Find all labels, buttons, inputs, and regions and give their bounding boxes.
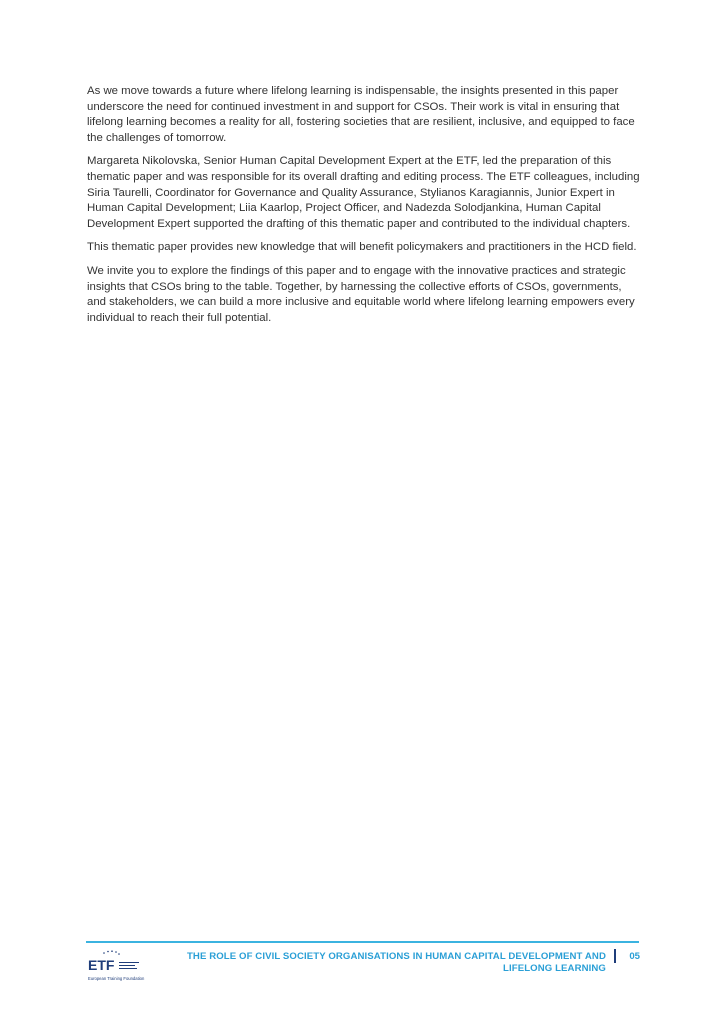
paragraph: We invite you to explore the findings of this paper and to engage with the innovative practices and strategic insights that CSOs bring to the table. Together, by harnessing the collective efforts of CSOs, governments, and stakeholders, we can build a more inclusive and equitable world where lifelong learning empowers every individual to reach their full potential. [87,264,635,324]
footer-rule [86,941,639,943]
logo-tagline: European Training Foundation [88,976,145,981]
paragraph: Margareta Nikolovska, Senior Human Capital Development Expert at the ETF, led the preparation of this thematic paper and was responsible for its overall drafting and editing process. The ETF colleagues, including Siria Taurelli, Coordinator for Governance and Quality Assurance, Stylianos Karagiannis, Junior Expert in Human Capital Development; Liia Kaarlop, Project Officer, and Nadezda Solodjankina, Human Capital Development Expert supported the drafting of this thematic paper and contributed to the individual chapters. [87,155,640,230]
page-number: 05 [629,951,640,962]
logo-wordmark: ETF [88,957,115,973]
paragraph: This thematic paper provides new knowledge that will benefit policymakers and practitioners in the HCD field. [87,241,637,254]
main-text [87,84,643,334]
footer-divider [614,949,616,963]
footer-document-title: THE ROLE OF CIVIL SOCIETY ORGANISATIONS IN HUMAN CAPITAL DEVELOPMENT AND LIFELONG LEARNING [186,951,606,974]
paragraph: As we move towards a future where lifelong learning is indispensable, the insights presented in this paper underscore the need for continued investment in and support for CSOs. Their work is vital in ensuring that lifelong learning becomes a reality for all, fostering societies that are resilient, inclusive, and equipped to face the challenges of tomorrow. [87,85,635,144]
etf-logo-icon [86,950,146,984]
